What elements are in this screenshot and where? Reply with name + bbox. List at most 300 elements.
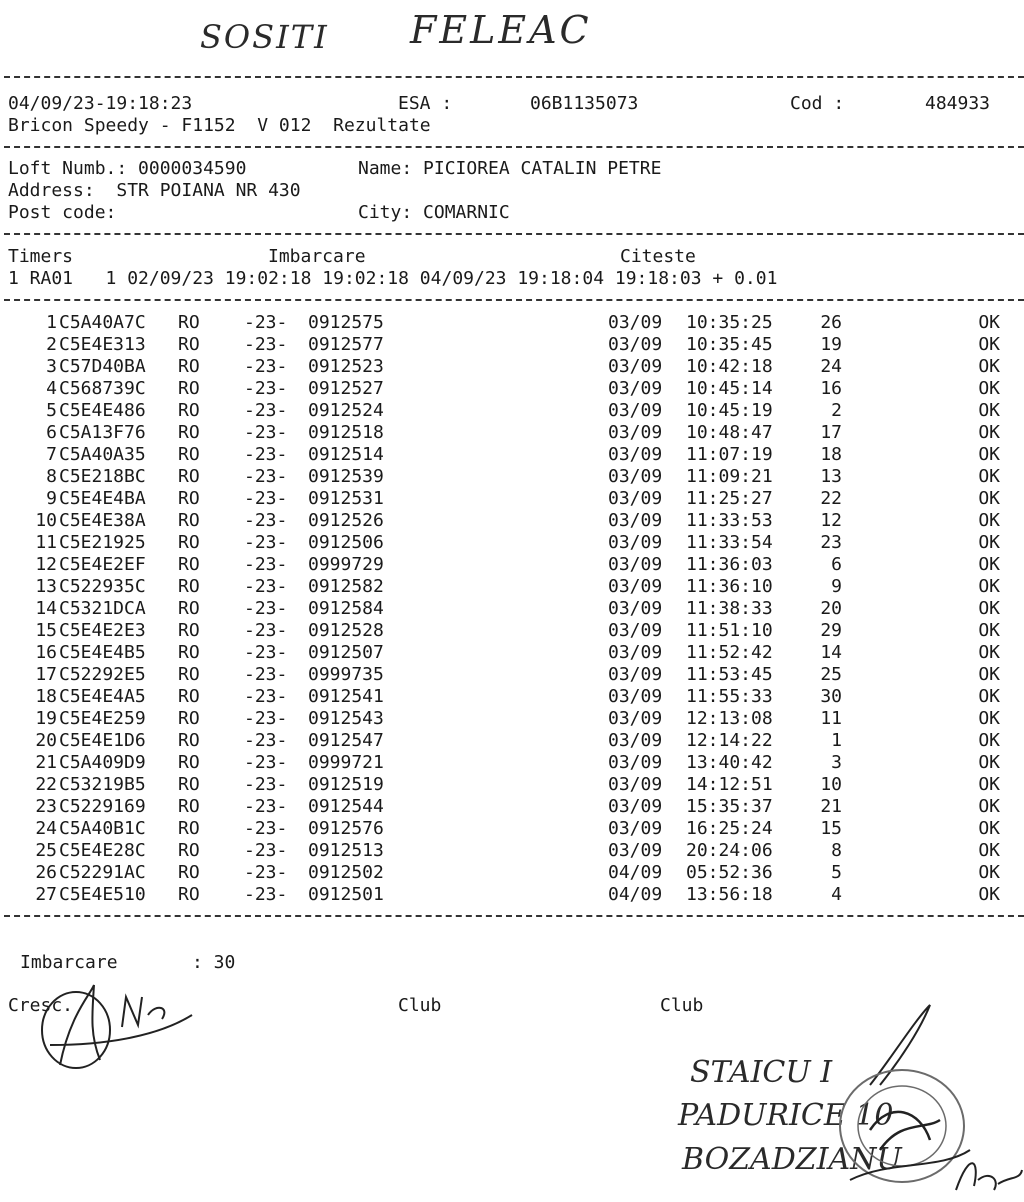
ring-year: -23- <box>244 378 288 399</box>
handwritten-feleac: FELEAC <box>410 8 592 52</box>
signature-cresc <box>30 975 200 1075</box>
arrival-time: 13:56:18 <box>686 884 773 905</box>
country-code: RO <box>178 334 200 355</box>
status: OK <box>978 576 1000 597</box>
ring-year: -23- <box>244 796 288 817</box>
row-index: 3 <box>46 356 57 377</box>
ring-number: 0912518 <box>308 422 384 443</box>
position: 14 <box>820 642 842 663</box>
cod-value: 484933 <box>925 93 991 114</box>
position: 16 <box>820 378 842 399</box>
table-row <box>0 466 1024 488</box>
chip-id: C5E4E1D6 <box>59 730 146 751</box>
arrival-date: 03/09 <box>608 774 663 795</box>
ring-year: -23- <box>244 422 288 443</box>
table-row <box>0 312 1024 334</box>
row-index: 27 <box>35 884 57 905</box>
ring-number: 0999735 <box>308 664 384 685</box>
device-line: Bricon Speedy - F1152 V 012 Rezultate <box>8 115 431 136</box>
position: 8 <box>831 840 842 861</box>
arrival-time: 20:24:06 <box>686 840 773 861</box>
row-index: 7 <box>46 444 57 465</box>
owner-address: Address: STR POIANA NR 430 <box>8 180 301 201</box>
row-index: 25 <box>35 840 57 861</box>
table-row <box>0 334 1024 356</box>
chip-id: C53219B5 <box>59 774 146 795</box>
chip-id: C5E4E259 <box>59 708 146 729</box>
row-index: 16 <box>35 642 57 663</box>
ring-year: -23- <box>244 466 288 487</box>
table-row <box>0 510 1024 532</box>
ring-number: 0912501 <box>308 884 384 905</box>
arrival-date: 03/09 <box>608 422 663 443</box>
arrival-date: 03/09 <box>608 334 663 355</box>
arrival-time: 11:25:27 <box>686 488 773 509</box>
arrival-time: 16:25:24 <box>686 818 773 839</box>
arrival-date: 03/09 <box>608 708 663 729</box>
country-code: RO <box>178 378 200 399</box>
row-index: 26 <box>35 862 57 883</box>
status: OK <box>978 378 1000 399</box>
country-code: RO <box>178 686 200 707</box>
country-code: RO <box>178 796 200 817</box>
owner-name: Name: PICIOREA CATALIN PETRE <box>358 158 662 179</box>
arrival-date: 03/09 <box>608 444 663 465</box>
handwritten-note-line1: STAICU I <box>690 1055 833 1090</box>
chip-id: C52291AC <box>59 862 146 883</box>
country-code: RO <box>178 818 200 839</box>
arrival-date: 03/09 <box>608 576 663 597</box>
row-index: 9 <box>46 488 57 509</box>
arrival-date: 03/09 <box>608 730 663 751</box>
country-code: RO <box>178 862 200 883</box>
row-index: 24 <box>35 818 57 839</box>
arrival-date: 03/09 <box>608 686 663 707</box>
chip-id: C57D40BA <box>59 356 146 377</box>
ring-year: -23- <box>244 884 288 905</box>
club-label-1: Club <box>398 995 442 1016</box>
row-index: 8 <box>46 466 57 487</box>
chip-id: C5321DCA <box>59 598 146 619</box>
ring-year: -23- <box>244 334 288 355</box>
position: 2 <box>831 400 842 421</box>
ring-number: 0912577 <box>308 334 384 355</box>
status: OK <box>978 620 1000 641</box>
timers-header: Timers <box>8 246 74 267</box>
chip-id: C5229169 <box>59 796 146 817</box>
status: OK <box>978 840 1000 861</box>
ring-year: -23- <box>244 774 288 795</box>
arrival-time: 11:09:21 <box>686 466 773 487</box>
position: 5 <box>831 862 842 883</box>
status: OK <box>978 532 1000 553</box>
row-index: 22 <box>35 774 57 795</box>
chip-id: C5E4E2EF <box>59 554 146 575</box>
ring-year: -23- <box>244 312 288 333</box>
table-row <box>0 444 1024 466</box>
chip-id: C5E21925 <box>59 532 146 553</box>
arrival-time: 10:48:47 <box>686 422 773 443</box>
country-code: RO <box>178 356 200 377</box>
divider <box>4 299 1024 301</box>
row-index: 15 <box>35 620 57 641</box>
chip-id: C5E4E28C <box>59 840 146 861</box>
ring-year: -23- <box>244 356 288 377</box>
ring-year: -23- <box>244 576 288 597</box>
arrival-date: 03/09 <box>608 796 663 817</box>
country-code: RO <box>178 708 200 729</box>
arrival-time: 11:36:10 <box>686 576 773 597</box>
arrival-time: 11:38:33 <box>686 598 773 619</box>
divider <box>4 76 1024 78</box>
country-code: RO <box>178 730 200 751</box>
ring-number: 0912547 <box>308 730 384 751</box>
arrival-time: 11:33:53 <box>686 510 773 531</box>
position: 6 <box>831 554 842 575</box>
club-label-2: Club <box>660 995 704 1016</box>
status: OK <box>978 400 1000 421</box>
ring-year: -23- <box>244 488 288 509</box>
status: OK <box>978 466 1000 487</box>
esa-label: ESA : <box>398 93 453 114</box>
position: 12 <box>820 510 842 531</box>
row-index: 21 <box>35 752 57 773</box>
ring-number: 0912513 <box>308 840 384 861</box>
arrival-time: 13:40:42 <box>686 752 773 773</box>
country-code: RO <box>178 620 200 641</box>
country-code: RO <box>178 752 200 773</box>
status: OK <box>978 796 1000 817</box>
status: OK <box>978 774 1000 795</box>
chip-id: C5E4E4A5 <box>59 686 146 707</box>
citeste-header: Citeste <box>620 246 696 267</box>
ring-number: 0999729 <box>308 554 384 575</box>
arrival-date: 03/09 <box>608 642 663 663</box>
arrival-date: 03/09 <box>608 598 663 619</box>
position: 29 <box>820 620 842 641</box>
row-index: 23 <box>35 796 57 817</box>
imbarcare-header: Imbarcare <box>268 246 366 267</box>
ring-year: -23- <box>244 444 288 465</box>
status: OK <box>978 642 1000 663</box>
arrival-time: 11:33:54 <box>686 532 773 553</box>
arrival-time: 10:35:25 <box>686 312 773 333</box>
table-row <box>0 378 1024 400</box>
country-code: RO <box>178 312 200 333</box>
country-code: RO <box>178 642 200 663</box>
imbarcare-total: : 30 <box>192 952 236 973</box>
ring-year: -23- <box>244 686 288 707</box>
table-row <box>0 796 1024 818</box>
table-row <box>0 642 1024 664</box>
ring-year: -23- <box>244 620 288 641</box>
ring-year: -23- <box>244 510 288 531</box>
country-code: RO <box>178 444 200 465</box>
arrival-time: 10:45:14 <box>686 378 773 399</box>
status: OK <box>978 510 1000 531</box>
country-code: RO <box>178 532 200 553</box>
table-row <box>0 664 1024 686</box>
ring-number: 0912582 <box>308 576 384 597</box>
chip-id: C5E4E38A <box>59 510 146 531</box>
row-index: 4 <box>46 378 57 399</box>
ring-number: 0912524 <box>308 400 384 421</box>
arrival-time: 15:35:37 <box>686 796 773 817</box>
arrival-date: 03/09 <box>608 818 663 839</box>
ring-year: -23- <box>244 598 288 619</box>
status: OK <box>978 444 1000 465</box>
table-row <box>0 752 1024 774</box>
row-index: 12 <box>35 554 57 575</box>
ring-number: 0912539 <box>308 466 384 487</box>
position: 24 <box>820 356 842 377</box>
table-row <box>0 422 1024 444</box>
country-code: RO <box>178 488 200 509</box>
ring-number: 0912507 <box>308 642 384 663</box>
owner-postcode: Post code: <box>8 202 117 223</box>
row-index: 6 <box>46 422 57 443</box>
arrival-time: 11:36:03 <box>686 554 773 575</box>
owner-city: City: COMARNIC <box>358 202 510 223</box>
status: OK <box>978 664 1000 685</box>
table-row <box>0 620 1024 642</box>
table-row <box>0 708 1024 730</box>
ring-number: 0912502 <box>308 862 384 883</box>
arrival-date: 03/09 <box>608 356 663 377</box>
ring-year: -23- <box>244 818 288 839</box>
row-index: 2 <box>46 334 57 355</box>
row-index: 19 <box>35 708 57 729</box>
status: OK <box>978 334 1000 355</box>
ring-number: 0912523 <box>308 356 384 377</box>
ring-number: 0912506 <box>308 532 384 553</box>
ring-year: -23- <box>244 532 288 553</box>
chip-id: C5E4E486 <box>59 400 146 421</box>
position: 20 <box>820 598 842 619</box>
status: OK <box>978 884 1000 905</box>
chip-id: C5E218BC <box>59 466 146 487</box>
ring-year: -23- <box>244 840 288 861</box>
loft-number: Loft Numb.: 0000034590 <box>8 158 247 179</box>
status: OK <box>978 752 1000 773</box>
status: OK <box>978 356 1000 377</box>
status: OK <box>978 818 1000 839</box>
position: 3 <box>831 752 842 773</box>
ring-number: 0912528 <box>308 620 384 641</box>
row-index: 14 <box>35 598 57 619</box>
arrival-time: 11:51:10 <box>686 620 773 641</box>
position: 11 <box>820 708 842 729</box>
arrival-time: 12:13:08 <box>686 708 773 729</box>
ring-year: -23- <box>244 730 288 751</box>
table-row <box>0 862 1024 884</box>
country-code: RO <box>178 422 200 443</box>
row-index: 13 <box>35 576 57 597</box>
status: OK <box>978 554 1000 575</box>
arrival-time: 10:35:45 <box>686 334 773 355</box>
chip-id: C5A40B1C <box>59 818 146 839</box>
arrival-date: 03/09 <box>608 532 663 553</box>
ring-year: -23- <box>244 400 288 421</box>
ring-number: 0999721 <box>308 752 384 773</box>
arrival-date: 04/09 <box>608 884 663 905</box>
arrival-time: 11:07:19 <box>686 444 773 465</box>
arrival-time: 10:45:19 <box>686 400 773 421</box>
row-index: 10 <box>35 510 57 531</box>
status: OK <box>978 730 1000 751</box>
ring-year: -23- <box>244 862 288 883</box>
ring-year: -23- <box>244 752 288 773</box>
chip-id: C5E4E4BA <box>59 488 146 509</box>
arrival-date: 03/09 <box>608 510 663 531</box>
table-row <box>0 356 1024 378</box>
ring-number: 0912543 <box>308 708 384 729</box>
arrival-date: 03/09 <box>608 488 663 509</box>
chip-id: C5E4E510 <box>59 884 146 905</box>
country-code: RO <box>178 510 200 531</box>
cod-label: Cod : <box>790 93 845 114</box>
chip-id: C5E4E313 <box>59 334 146 355</box>
position: 19 <box>820 334 842 355</box>
country-code: RO <box>178 598 200 619</box>
table-row <box>0 598 1024 620</box>
ring-number: 0912531 <box>308 488 384 509</box>
position: 23 <box>820 532 842 553</box>
position: 4 <box>831 884 842 905</box>
arrival-time: 14:12:51 <box>686 774 773 795</box>
divider <box>4 146 1024 148</box>
position: 21 <box>820 796 842 817</box>
arrival-date: 03/09 <box>608 378 663 399</box>
handwritten-note-line2: PADURICE 10 <box>678 1098 894 1133</box>
table-row <box>0 576 1024 598</box>
divider <box>4 915 1024 917</box>
status: OK <box>978 488 1000 509</box>
arrival-date: 03/09 <box>608 554 663 575</box>
ring-year: -23- <box>244 664 288 685</box>
chip-id: C5E4E2E3 <box>59 620 146 641</box>
esa-value: 06B1135073 <box>530 93 639 114</box>
position: 13 <box>820 466 842 487</box>
ring-number: 0912514 <box>308 444 384 465</box>
print-datetime: 04/09/23-19:18:23 <box>8 93 193 114</box>
arrival-date: 03/09 <box>608 620 663 641</box>
status: OK <box>978 312 1000 333</box>
arrival-time: 10:42:18 <box>686 356 773 377</box>
status: OK <box>978 686 1000 707</box>
chip-id: C568739C <box>59 378 146 399</box>
position: 10 <box>820 774 842 795</box>
chip-id: C522935C <box>59 576 146 597</box>
table-row <box>0 818 1024 840</box>
chip-id: C52292E5 <box>59 664 146 685</box>
chip-id: C5E4E4B5 <box>59 642 146 663</box>
position: 17 <box>820 422 842 443</box>
position: 9 <box>831 576 842 597</box>
table-row <box>0 532 1024 554</box>
position: 1 <box>831 730 842 751</box>
arrival-time: 11:55:33 <box>686 686 773 707</box>
arrival-time: 11:53:45 <box>686 664 773 685</box>
arrival-time: 11:52:42 <box>686 642 773 663</box>
row-index: 5 <box>46 400 57 421</box>
divider <box>4 233 1024 235</box>
chip-id: C5A40A7C <box>59 312 146 333</box>
arrival-date: 03/09 <box>608 312 663 333</box>
table-row <box>0 400 1024 422</box>
country-code: RO <box>178 466 200 487</box>
arrival-time: 12:14:22 <box>686 730 773 751</box>
arrival-date: 03/09 <box>608 840 663 861</box>
position: 25 <box>820 664 842 685</box>
table-row <box>0 774 1024 796</box>
chip-id: C5A409D9 <box>59 752 146 773</box>
country-code: RO <box>178 840 200 861</box>
table-row <box>0 884 1024 906</box>
ring-number: 0912526 <box>308 510 384 531</box>
arrival-date: 03/09 <box>608 466 663 487</box>
position: 30 <box>820 686 842 707</box>
chip-id: C5A40A35 <box>59 444 146 465</box>
ring-number: 0912519 <box>308 774 384 795</box>
ring-number: 0912527 <box>308 378 384 399</box>
ring-number: 0912575 <box>308 312 384 333</box>
ring-number: 0912544 <box>308 796 384 817</box>
position: 26 <box>820 312 842 333</box>
country-code: RO <box>178 884 200 905</box>
status: OK <box>978 862 1000 883</box>
row-index: 17 <box>35 664 57 685</box>
chip-id: C5A13F76 <box>59 422 146 443</box>
row-index: 1 <box>46 312 57 333</box>
imbarcare-label: Imbarcare <box>20 952 118 973</box>
row-index: 20 <box>35 730 57 751</box>
arrival-date: 03/09 <box>608 752 663 773</box>
ring-number: 0912584 <box>308 598 384 619</box>
row-index: 11 <box>35 532 57 553</box>
status: OK <box>978 708 1000 729</box>
arrival-date: 03/09 <box>608 664 663 685</box>
table-row <box>0 840 1024 862</box>
arrival-time: 05:52:36 <box>686 862 773 883</box>
timer-line: 1 RA01 1 02/09/23 19:02:18 19:02:18 04/09/23 19:18:04 19:18:03 + 0.01 <box>8 268 778 289</box>
status: OK <box>978 598 1000 619</box>
row-index: 18 <box>35 686 57 707</box>
ring-year: -23- <box>244 554 288 575</box>
country-code: RO <box>178 664 200 685</box>
cresc-label: Cresc. <box>8 995 74 1016</box>
arrival-date: 04/09 <box>608 862 663 883</box>
status: OK <box>978 422 1000 443</box>
position: 18 <box>820 444 842 465</box>
table-row <box>0 686 1024 708</box>
ring-year: -23- <box>244 642 288 663</box>
ring-number: 0912576 <box>308 818 384 839</box>
signature-bottom-right <box>950 1140 1024 1200</box>
position: 22 <box>820 488 842 509</box>
table-row <box>0 554 1024 576</box>
handwritten-sositi: SOSITI <box>200 18 329 56</box>
ring-year: -23- <box>244 708 288 729</box>
country-code: RO <box>178 774 200 795</box>
ring-number: 0912541 <box>308 686 384 707</box>
table-row <box>0 730 1024 752</box>
country-code: RO <box>178 400 200 421</box>
arrival-date: 03/09 <box>608 400 663 421</box>
handwritten-note-line3: BOZADZIANU <box>682 1142 902 1177</box>
country-code: RO <box>178 554 200 575</box>
country-code: RO <box>178 576 200 597</box>
